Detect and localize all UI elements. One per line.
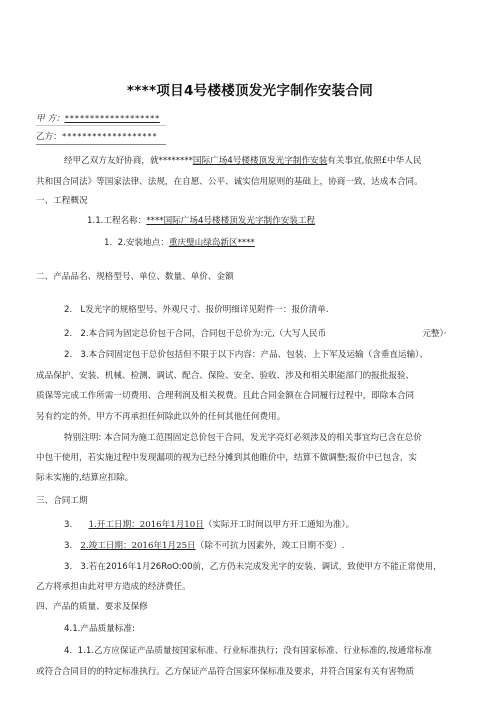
party-b-divider — [36, 144, 166, 145]
s1-item-2 — [104, 238, 255, 249]
s2-para-1 — [64, 305, 329, 316]
section-2-heading: 二、产品品名、规格型号、单位、数量、单价、金额 — [36, 272, 234, 282]
section-3-heading: 三、合同工期 — [36, 496, 88, 506]
s2-para-3-line-4: 另有约定的外，甲方不再承担任何除此以外的任何其他任何费用。 — [36, 412, 286, 422]
s4-para-1-num: 4. — [64, 646, 73, 656]
s4-para-1-line-1 — [64, 646, 432, 657]
s3-para-1 — [64, 520, 354, 531]
s3-para-3-line-1 — [64, 562, 442, 573]
intro-text-c: 有关事宜,依照£中华人民 — [327, 156, 422, 166]
s2-para-3-num: 2. — [64, 350, 73, 360]
section-1-heading: 一、工程概况 — [36, 196, 88, 206]
s1-item-1-value: ****国际广场4号楼楼顶发光字制作安装工程 — [146, 216, 316, 226]
s2-para-3-line-1 — [64, 350, 428, 361]
party-a-label: 甲 方： — [36, 114, 65, 124]
s3-para-3-text-1: 3.若在2016年1月26RoO:00前，乙方仍未完成发光字的安装、调试，致使甲方不能正常使用， — [80, 562, 442, 572]
s2-para-2 — [64, 329, 446, 340]
party-b-label: 乙方： — [36, 132, 62, 142]
s3-para-1-num: 3. — [64, 520, 73, 530]
s3-para-2 — [64, 541, 344, 552]
s3-para-3-num: 3. — [64, 562, 73, 572]
s2-para-2-text-a: 2.本合同为固定总价包干合同，合同包干总价为:元,（大写人民币 — [80, 329, 327, 339]
s2-para-2-num: 2. — [64, 329, 73, 339]
s3-para-1-rest: （实际开工时间以甲方开工通知为准）。 — [203, 520, 355, 530]
s3-para-3-line-2: 乙方将承担由此对甲方造成的经济费任。 — [36, 582, 191, 592]
intro-line-1 — [64, 156, 421, 167]
s2-note-line-1: 特别注明: 本合同为施工范围固定总价包干合同，发光字亮灯必须涉及的相关事宜均已含在总价 — [64, 433, 422, 443]
s3-para-2-num: 3. — [64, 541, 73, 551]
party-a-line — [36, 113, 160, 125]
party-b-value: ******************* — [61, 132, 158, 141]
s1-item-2-value: 重庆璧山绿岛新区**** — [168, 238, 255, 248]
intro-text-a: 经甲乙双方友好协商，就******** — [64, 156, 193, 166]
s3-end-date: 2.竣工日期：2016年1月25日 — [80, 541, 196, 551]
s1-item-1 — [87, 216, 315, 227]
intro-line-2: 共和国合同法》等国家法律、法规，在自愿、公平、诚实信用原则的基础上，协商一致，达成本合同。 — [36, 177, 423, 187]
s2-para-1-text: L发光字的规格型号、外观尺寸、报价明细详见附件一：报价清单. — [80, 305, 329, 315]
s3-para-2-rest: （除不可抗力因素外，竣工日期不变）. — [195, 541, 345, 551]
document-title: ****项目4号楼楼顶发光字制作安装合同 — [126, 83, 374, 99]
section-4-heading: 四、产品的质量、要求及保修 — [36, 602, 148, 612]
s2-note-line-2: 中包干使用，若实施过程中发现漏项的视为已经分摊到其他睢价中，结算不做调整;报价中已包含，实 — [36, 453, 418, 463]
s2-note-line-3: 际未实施的,结算应扣除。 — [36, 473, 134, 483]
s4-sub-heading: 4.1.产品质量标准: — [64, 624, 135, 634]
s1-item-2-label: 2.安装地点： — [117, 238, 169, 248]
s2-para-3-line-2: 成品保护、安装、机械、检测、调试、配合、保险、安全、验收、涉及和相关职能部门的报批报验、 — [36, 371, 415, 381]
s4-para-1-line-2: 或符合合同目的的特定标准执行。乙方保证产品符合国家环保标准及要求，并符合国家有关有害物质 — [36, 667, 415, 677]
intro-project-name: 国际广场4号楼楼顶发光字制作安装 — [192, 156, 328, 166]
party-a-value: ******************* — [64, 114, 160, 123]
s2-para-1-num: 2. — [64, 305, 73, 315]
s1-item-2-num: 1. — [104, 238, 113, 248]
s3-start-date: 1.开工日期：2016年1月10日 — [88, 520, 204, 530]
s4-para-1-text-1: 1.1.乙方应保证产品质量按国家标准、行业标准执行；没有国家标准、行业标准的,按通常标准 — [77, 646, 432, 656]
s2-para-2-text-b: 元整）· — [422, 329, 447, 339]
s2-para-3-line-3: 质保等完成工作所需一切费用、合理利润及相关税费。且此合同金额在合同履行过程中，即除本合同 — [36, 391, 415, 401]
party-a-divider — [36, 125, 166, 126]
s2-para-3-text-1: 3.本合同固定包干总价包括但不限于以下内容：产品、包装、上下军及运输（含垂直运输）、 — [80, 350, 429, 360]
s1-item-1-label: 1.1.工程名称： — [87, 216, 147, 226]
party-b-line — [36, 131, 157, 143]
